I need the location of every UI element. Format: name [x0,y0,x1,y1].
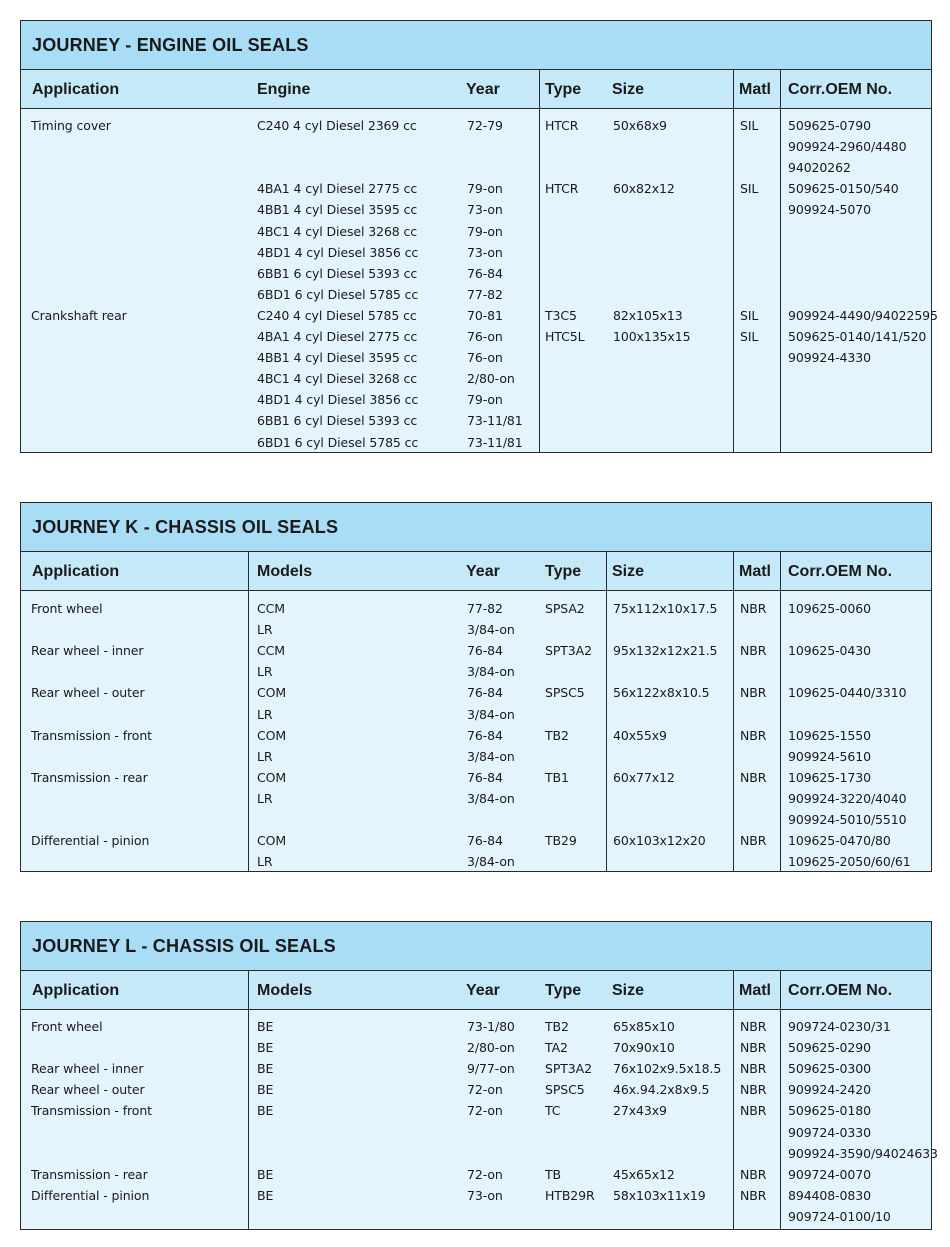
table-row [21,767,931,788]
oem-number-cell: 509625-0290 [788,1040,871,1056]
year-cell: 3/84-on [467,622,515,638]
oem-number-cell: 909724-0230/31 [788,1019,891,1034]
matl-cell: SIL [740,307,759,323]
matl-cell: NBR [740,1061,767,1077]
table-row [21,1164,931,1185]
year-cell: 79-on [467,181,503,197]
col-header-year: Year [466,982,500,999]
engine-model-cell: LR [257,854,273,870]
size-cell: 60x77x12 [613,769,675,785]
application-cell: Rear wheel - inner [31,1061,144,1077]
col-header-application: Application [32,563,120,580]
year-cell: 3/84-on [467,664,515,680]
col-header-size: Size [612,563,645,580]
year-cell: 76-on [467,350,503,366]
col-header-matl: Matl [739,982,771,999]
application-cell: Differential - pinion [31,1187,150,1203]
table-row [21,347,931,368]
type-cell: HTC5L [545,329,585,344]
engine-model-cell: COM [257,833,287,849]
year-cell: 70-81 [467,307,503,323]
type-cell: HTCR [545,118,579,133]
table-row [21,704,931,725]
engine-model-cell: BE [257,1082,274,1098]
col-header-matl: Matl [739,563,771,580]
oem-number-cell: 909924-2420 [788,1082,871,1098]
engine-model-cell: BE [257,1166,274,1182]
year-cell: 3/84-on [467,854,515,870]
table-row [21,221,931,242]
application-cell: Rear wheel - outer [31,685,145,701]
year-cell: 73-1/80 [467,1019,515,1034]
oem-number-cell: 909924-5070 [788,202,871,218]
type-cell: SPSA2 [545,601,585,616]
engine-model-cell: COM [257,769,287,785]
table-row [21,242,931,263]
year-cell: 73-11/81 [467,413,523,429]
section-title: JOURNEY - ENGINE OIL SEALS [21,21,931,70]
size-cell: 56x122x8x10.5 [613,685,710,701]
year-cell: 76-84 [467,769,503,785]
table-row [21,1100,931,1121]
oem-number-cell: 509625-0300 [788,1061,871,1077]
col-header-models: Models [257,982,313,999]
oem-number-cell: 909924-3220/4040 [788,790,907,806]
year-cell: 79-on [467,392,503,408]
col-header-oem: Corr.OEM No. [788,982,893,999]
year-cell: 73-on [467,202,503,218]
oem-number-cell: 109625-0470/80 [788,833,891,849]
oem-number-cell: 109625-2050/60/61 [788,854,911,870]
col-header-engine: Engine [257,81,311,98]
application-cell: Transmission - front [31,727,152,743]
type-cell: SPSC5 [545,1082,585,1098]
type-cell: TB2 [545,1019,569,1034]
type-cell: T3C5 [545,307,577,323]
oem-number-cell: 94020262 [788,160,851,176]
table-row [21,1037,931,1058]
table-row [21,115,931,136]
table-row [21,263,931,284]
year-cell: 9/77-on [467,1061,515,1077]
oem-number-cell: 109625-1550 [788,727,871,743]
matl-cell: NBR [740,1187,767,1203]
matl-cell: NBR [740,1040,767,1056]
oem-number-cell: 909724-0070 [788,1166,871,1182]
table-row [21,1122,931,1143]
application-cell: Differential - pinion [31,833,150,849]
application-cell: Front wheel [31,1019,103,1034]
col-header-oem: Corr.OEM No. [788,563,893,580]
year-cell: 2/80-on [467,371,515,387]
table-row [21,809,931,830]
oem-number-cell: 909924-3590/94024633 [788,1145,938,1161]
table-row [21,284,931,305]
oem-number-cell: 509625-0140/141/520 [788,329,927,344]
engine-model-cell: 6BD1 6 cyl Diesel 5785 cc [257,286,419,302]
oem-number-cell: 509625-0790 [788,118,871,133]
table-row [21,1206,931,1227]
type-cell: SPT3A2 [545,1061,592,1077]
oem-number-cell: 109625-0430 [788,643,871,659]
column-header-row [21,971,931,1010]
year-cell: 72-on [467,1082,503,1098]
table-row [21,682,931,703]
matl-cell: NBR [740,643,767,659]
table-row [21,598,931,619]
oem-number-cell: 109625-0060 [788,601,871,616]
oem-number-cell: 509625-0150/540 [788,181,899,197]
year-cell: 76-84 [467,643,503,659]
table-row [21,326,931,347]
type-cell: HTB29R [545,1187,595,1203]
engine-model-cell: 4BC1 4 cyl Diesel 3268 cc [257,223,418,239]
oem-number-cell: 509625-0180 [788,1103,871,1119]
k-chassis-oil-seals-panel [20,502,932,872]
table-row [21,199,931,220]
engine-model-cell: BE [257,1019,274,1034]
type-cell: TB [545,1166,562,1182]
column-header-row [21,70,931,109]
table-row [21,178,931,199]
oem-number-cell: 909924-2960/4480 [788,139,907,155]
table-row [21,661,931,682]
application-cell: Rear wheel - outer [31,1082,145,1098]
engine-model-cell: BE [257,1061,274,1077]
table-row [21,368,931,389]
table-row [21,725,931,746]
engine-model-cell: 4BD1 4 cyl Diesel 3856 cc [257,244,419,260]
engine-model-cell: CCM [257,601,285,616]
application-cell: Front wheel [31,601,103,616]
application-cell: Transmission - rear [31,1166,148,1182]
oem-number-cell: 909724-0330 [788,1124,871,1140]
year-cell: 76-84 [467,685,503,701]
engine-model-cell: C240 4 cyl Diesel 2369 cc [257,118,417,133]
year-cell: 77-82 [467,601,503,616]
engine-model-cell: 4BA1 4 cyl Diesel 2775 cc [257,329,418,344]
col-header-application: Application [32,982,120,999]
engine-oil-seals-panel [20,20,938,453]
table-row [21,157,931,178]
type-cell: HTCR [545,181,579,197]
year-cell: 2/80-on [467,1040,515,1056]
engine-model-cell: LR [257,790,273,806]
oem-number-cell: 909924-4490/94022595 [788,307,938,323]
engine-model-cell: LR [257,622,273,638]
application-cell: Transmission - rear [31,769,148,785]
year-cell: 76-84 [467,265,503,281]
col-header-models: Models [257,563,313,580]
engine-model-cell: C240 4 cyl Diesel 5785 cc [257,307,417,323]
year-cell: 72-on [467,1103,503,1119]
section-title: JOURNEY L - CHASSIS OIL SEALS [21,922,931,971]
matl-cell: NBR [740,769,767,785]
table-row [21,640,931,661]
table-row [21,389,931,410]
year-cell: 77-82 [467,286,503,302]
engine-model-cell: 6BD1 6 cyl Diesel 5785 cc [257,434,419,450]
engine-model-cell: 6BB1 6 cyl Diesel 5393 cc [257,265,418,281]
engine-model-cell: 4BC1 4 cyl Diesel 3268 cc [257,371,418,387]
size-cell: 58x103x11x19 [613,1187,706,1203]
oem-number-cell: 909724-0100/10 [788,1208,891,1224]
table-row [21,410,931,431]
engine-model-cell: BE [257,1187,274,1203]
column-header-row [21,552,931,591]
size-cell: 100x135x15 [613,329,691,344]
engine-model-cell: LR [257,748,273,764]
col-header-year: Year [466,563,500,580]
oem-number-cell: 109625-1730 [788,769,871,785]
engine-model-cell: 4BA1 4 cyl Diesel 2775 cc [257,181,418,197]
table-row [21,830,931,851]
type-cell: TB1 [545,769,569,785]
matl-cell: NBR [740,833,767,849]
engine-model-cell: BE [257,1040,274,1056]
matl-cell: SIL [740,329,759,344]
col-header-size: Size [612,982,645,999]
oem-number-cell: 109625-0440/3310 [788,685,907,701]
size-cell: 95x132x12x21.5 [613,643,718,659]
table-row [21,619,931,640]
col-header-year: Year [466,81,500,98]
type-cell: TB29 [545,833,577,849]
application-cell: Crankshaft rear [31,307,127,323]
engine-model-cell: 4BD1 4 cyl Diesel 3856 cc [257,392,419,408]
year-cell: 73-on [467,1187,503,1203]
year-cell: 76-on [467,329,503,344]
size-cell: 82x105x13 [613,307,683,323]
engine-model-cell: 4BB1 4 cyl Diesel 3595 cc [257,202,418,218]
col-header-matl: Matl [739,81,771,98]
year-cell: 79-on [467,223,503,239]
col-header-type: Type [545,563,582,580]
matl-cell: NBR [740,1082,767,1098]
section-title: JOURNEY K - CHASSIS OIL SEALS [21,503,931,552]
application-cell: Rear wheel - inner [31,643,144,659]
size-cell: 46x.94.2x8x9.5 [613,1082,710,1098]
oem-number-cell: 909924-4330 [788,350,871,366]
matl-cell: SIL [740,181,759,197]
size-cell: 27x43x9 [613,1103,667,1119]
table-row [21,1079,931,1100]
size-cell: 60x103x12x20 [613,833,706,849]
engine-model-cell: 4BB1 4 cyl Diesel 3595 cc [257,350,418,366]
matl-cell: NBR [740,1019,767,1034]
matl-cell: NBR [740,1166,767,1182]
oem-number-cell: 894408-0830 [788,1187,871,1203]
size-cell: 76x102x9.5x18.5 [613,1061,722,1077]
oem-number-cell: 909924-5010/5510 [788,812,907,827]
matl-cell: SIL [740,118,759,133]
table-row [21,788,931,809]
application-cell: Transmission - front [31,1103,152,1119]
size-cell: 60x82x12 [613,181,675,197]
col-header-application: Application [32,81,120,98]
engine-model-cell: BE [257,1103,274,1119]
table-row [21,1058,931,1079]
year-cell: 72-79 [467,118,503,133]
year-cell: 76-84 [467,727,503,743]
table-row [21,746,931,767]
year-cell: 72-on [467,1166,503,1182]
type-cell: TC [545,1103,561,1119]
matl-cell: NBR [740,1103,767,1119]
type-cell: TA2 [545,1040,568,1056]
engine-model-cell: LR [257,664,273,680]
size-cell: 50x68x9 [613,118,667,133]
type-cell: SPT3A2 [545,643,592,659]
year-cell: 3/84-on [467,706,515,722]
table-row [21,1185,931,1206]
col-header-type: Type [545,81,582,98]
col-header-type: Type [545,982,582,999]
engine-model-cell: LR [257,706,273,722]
col-header-oem: Corr.OEM No. [788,81,893,98]
size-cell: 45x65x12 [613,1166,675,1182]
table-row [21,851,931,872]
table-row [21,432,931,453]
type-cell: TB2 [545,727,569,743]
year-cell: 76-84 [467,833,503,849]
table-row [21,1143,938,1164]
size-cell: 70x90x10 [613,1040,675,1056]
year-cell: 73-11/81 [467,434,523,450]
matl-cell: NBR [740,685,767,701]
application-cell: Timing cover [31,118,111,133]
engine-model-cell: COM [257,727,287,743]
col-header-size: Size [612,81,645,98]
size-cell: 40x55x9 [613,727,667,743]
year-cell: 3/84-on [467,790,515,806]
engine-model-cell: COM [257,685,287,701]
year-cell: 73-on [467,244,503,260]
type-cell: SPSC5 [545,685,585,701]
table-row [21,305,938,326]
table-row [21,1016,931,1037]
year-cell: 3/84-on [467,748,515,764]
oem-number-cell: 909924-5610 [788,748,871,764]
size-cell: 65x85x10 [613,1019,675,1034]
engine-model-cell: 6BB1 6 cyl Diesel 5393 cc [257,413,418,429]
table-row [21,136,931,157]
engine-model-cell: CCM [257,643,285,659]
size-cell: 75x112x10x17.5 [613,601,718,616]
l-chassis-oil-seals-panel [20,921,938,1230]
matl-cell: NBR [740,727,767,743]
matl-cell: NBR [740,601,767,616]
